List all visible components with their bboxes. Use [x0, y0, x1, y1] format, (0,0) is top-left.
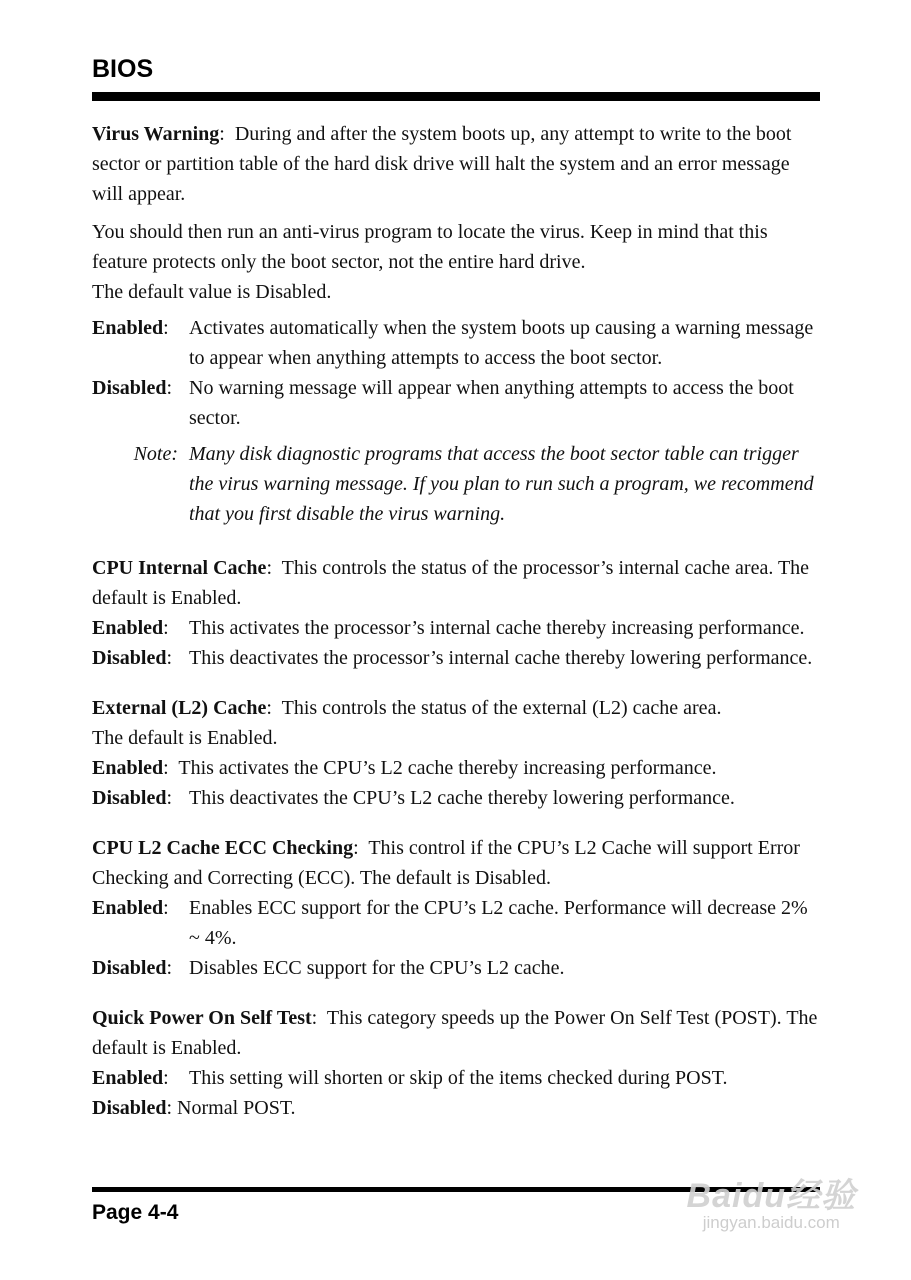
quick-post-desc: This category speeds up the Power On Self Test (POST). The default is Enabled.	[92, 1007, 818, 1059]
cpu-internal-cache-intro: CPU Internal Cache: This controls the status of the processor’s internal cache area. The default is Enabled.	[92, 557, 810, 609]
document-body	[92, 119, 820, 1143]
external-cache-option-disabled: Disabled: This deactivates the CPU’s L2 cache thereby lowering performance.	[92, 783, 820, 813]
l2-ecc-intro: CPU L2 Cache ECC Checking: This control if the CPU’s L2 Cache will support Error Checking and Correcting (ECC). The default is Disabled.	[92, 837, 800, 889]
option-text: Activates automatically when the system boots up causing a warning message to appear when anything attempts to access the boot sector.	[189, 317, 814, 369]
external-cache-default: The default is Enabled.	[92, 727, 278, 749]
section-external-cache	[92, 693, 820, 813]
l2-ecc-desc: This control if the CPU’s L2 Cache will support Error Checking and Correcting (ECC). The default is Disabled.	[92, 837, 800, 889]
note-label: Note:	[133, 443, 178, 465]
option-label: Disabled	[92, 787, 167, 809]
option-label: Disabled	[92, 647, 167, 669]
header-rule	[92, 92, 820, 101]
quick-post-intro: Quick Power On Self Test: This category speeds up the Power On Self Test (POST). The default is Enabled.	[92, 1007, 818, 1059]
watermark-logo: Baidu经验	[686, 1177, 856, 1215]
l2-ecc-title: CPU L2 Cache ECC Checking	[92, 837, 354, 859]
option-text: Enables ECC support for the CPU’s L2 cache. Performance will decrease 2% ~ 4%.	[189, 897, 808, 949]
option-label: Enabled	[92, 617, 164, 639]
option-label: Enabled	[92, 897, 164, 919]
option-text: This activates the CPU’s L2 cache thereby increasing performance.	[178, 757, 717, 779]
section-quick-post	[92, 1003, 820, 1123]
virus-warning-title: Virus Warning	[92, 123, 220, 145]
section-cpu-internal-cache	[92, 553, 820, 673]
option-text: This deactivates the processor’s internal cache thereby lowering performance.	[189, 647, 813, 669]
option-label: Enabled	[92, 757, 164, 779]
virus-warning-option-enabled: Enabled: Activates automatically when the system boots up causing a warning message to appear when anything attempts to access the boot sector.	[92, 313, 820, 373]
option-text: This setting will shorten or skip of the items checked during POST.	[189, 1067, 728, 1089]
quick-post-title: Quick Power On Self Test	[92, 1007, 312, 1029]
watermark-url: jingyan.baidu.com	[702, 1213, 840, 1232]
section-l2-ecc-checking	[92, 833, 820, 983]
l2-ecc-option-enabled: Enabled: Enables ECC support for the CPU’s L2 cache. Performance will decrease 2% ~ 4%.	[92, 893, 820, 953]
virus-warning-para2: You should then run an anti-virus program to locate the virus. Keep in mind that this feature protects only the boot sector, not the entire hard drive.	[92, 221, 768, 273]
section-virus-warning	[92, 119, 820, 529]
option-text: Normal POST.	[177, 1097, 296, 1119]
virus-warning-note	[92, 439, 820, 529]
watermark	[687, 1168, 856, 1233]
virus-warning-intro: Virus Warning: During and after the system boots up, any attempt to write to the boot sector or partition table of the hard disk drive will halt the system and an error message will appear.	[92, 123, 792, 205]
quick-post-option-disabled: Disabled: Normal POST.	[92, 1097, 296, 1119]
external-cache-title: External (L2) Cache	[92, 697, 267, 719]
virus-warning-default: The default value is Disabled.	[92, 281, 332, 303]
option-text: This activates the processor’s internal cache thereby increasing performance.	[189, 617, 805, 639]
option-text: This deactivates the CPU’s L2 cache thereby lowering performance.	[189, 787, 735, 809]
external-cache-desc: This controls the status of the external (L2) cache area.	[281, 697, 722, 719]
external-cache-option-enabled: Enabled: This activates the CPU’s L2 cache thereby increasing performance.	[92, 757, 717, 779]
virus-warning-option-disabled: Disabled: No warning message will appear when anything attempts to access the boot sector.	[92, 373, 820, 433]
option-label: Disabled	[92, 957, 167, 979]
virus-warning-desc: During and after the system boots up, any attempt to write to the boot sector or partition table of the hard disk drive will halt the system and an error message will appear.	[92, 123, 792, 205]
cpu-internal-cache-desc: This controls the status of the processor’s internal cache area. The default is Enabled.	[92, 557, 810, 609]
option-label: Disabled	[92, 1097, 167, 1119]
note-text: Many disk diagnostic programs that access the boot sector table can trigger the virus warning message. If you plan to run such a program, we recommend that you first disable the virus warning.	[189, 443, 814, 525]
cpu-internal-cache-title: CPU Internal Cache	[92, 557, 267, 579]
option-label: Disabled	[92, 377, 167, 399]
option-label: Enabled	[92, 317, 164, 339]
option-label: Enabled	[92, 1067, 164, 1089]
page-number: Page 4-4	[92, 1201, 179, 1224]
quick-post-option-enabled: Enabled: This setting will shorten or skip of the items checked during POST.	[92, 1063, 820, 1093]
cpu-internal-cache-option-enabled: Enabled: This activates the processor’s internal cache thereby increasing performance.	[92, 613, 820, 643]
option-text: Disables ECC support for the CPU’s L2 cache.	[189, 957, 565, 979]
external-cache-intro: External (L2) Cache: This controls the status of the external (L2) cache area.	[92, 697, 722, 719]
option-text: No warning message will appear when anything attempts to access the boot sector.	[189, 377, 794, 429]
l2-ecc-option-disabled: Disabled: Disables ECC support for the CPU’s L2 cache.	[92, 953, 820, 983]
cpu-internal-cache-option-disabled: Disabled: This deactivates the processor’s internal cache thereby lowering performance.	[92, 643, 820, 673]
page-header-title: BIOS	[92, 55, 154, 83]
